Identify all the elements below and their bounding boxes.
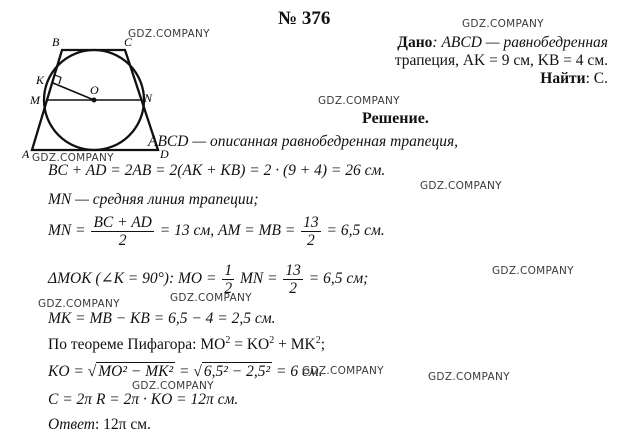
fraction-denominator: 2 (224, 280, 233, 297)
given-block (395, 34, 608, 88)
solution-line-7 (48, 335, 325, 354)
answer-line (48, 416, 151, 434)
watermark: GDZ.COMPANY (170, 292, 252, 304)
solution-line-3: MN — средняя линия трапеции; (48, 191, 259, 208)
watermark: GDZ.COMPANY (128, 28, 210, 40)
watermark: GDZ.COMPANY (318, 95, 400, 107)
exponent: 2 (269, 335, 275, 346)
solution-line-9: C = 2π R = 2π · KO = 12π см. (48, 391, 239, 408)
watermark: GDZ.COMPANY (420, 180, 502, 192)
fraction-denominator: 2 (307, 232, 315, 249)
label-m: M (30, 93, 40, 107)
answer-text: : 12π см. (94, 416, 151, 433)
find-text: : C. (585, 70, 608, 87)
watermark: GDZ.COMPANY (462, 18, 544, 30)
fraction-denominator: 2 (289, 280, 298, 297)
given-label: Дано (397, 34, 433, 51)
label-n: N (144, 91, 153, 105)
ko-end: = 6 см. (272, 363, 323, 380)
triangle-mid: MN = (239, 270, 278, 288)
pythagoras-c: + MK (274, 336, 316, 354)
label-b: B (52, 35, 60, 49)
fraction-thirteen-half (283, 262, 303, 297)
watermark: GDZ.COMPANY (32, 152, 114, 164)
exponent: 2 (315, 335, 321, 346)
mn-formula-end: = 6,5 см. (326, 222, 385, 240)
mn-formula-lhs: MN = (48, 222, 86, 240)
solution-line-4 (48, 214, 385, 249)
label-o: O (90, 83, 99, 97)
solution-line-2: BC + AD = 2AB = 2(AK + KB) = 2 · (9 + 4) = 26 см. (48, 162, 386, 179)
find-label: Найти (540, 70, 586, 87)
fraction-numerator: 13 (285, 262, 301, 279)
given-line-1 (395, 34, 608, 52)
pythagoras-a: По теореме Пифагора: MO (48, 336, 226, 354)
label-a: A (22, 147, 30, 160)
pythagoras-d: ; (320, 336, 326, 354)
mn-formula-mid: = 13 см, AM = MB = (159, 222, 296, 240)
solution-line-8: KO = √ MO² − MK² = √ 6,5² − 2,5² = 6 см. (48, 363, 323, 380)
sqrt-expression-2: 6,5² − 2,5² (203, 363, 271, 380)
fraction-denominator: 2 (118, 232, 127, 249)
given-text: : ABCD — равнобедренная (432, 34, 608, 51)
radius-ok (53, 83, 94, 100)
solution-heading: Решение. (362, 110, 429, 127)
fraction-numerator: 13 (303, 214, 319, 231)
fraction-half-thirteen (301, 214, 321, 249)
watermark: GDZ.COMPANY (132, 380, 214, 392)
watermark: GDZ.COMPANY (302, 365, 384, 377)
given-line-2: трапеция, AK = 9 см, KB = 4 см. (394, 52, 608, 69)
solution-line-1: ABCD — описанная равнобедренная трапеция, (148, 133, 459, 150)
solution-line-6: MK = MB − KB = 6,5 − 4 = 2,5 см. (48, 310, 276, 327)
pythagoras-b: = KO (230, 336, 270, 354)
ko-lhs: KO = (48, 363, 88, 380)
fraction-sum-bases (91, 214, 153, 249)
triangle-end: = 6,5 см; (308, 270, 369, 288)
label-d: D (160, 147, 169, 160)
watermark: GDZ.COMPANY (428, 371, 510, 383)
watermark: GDZ.COMPANY (38, 298, 120, 310)
find-line (395, 70, 608, 88)
center-point (92, 98, 97, 103)
fraction-numerator: BC + AD (93, 214, 152, 231)
fraction-numerator: 1 (224, 262, 233, 279)
problem-number: № 376 (278, 8, 331, 29)
answer-label: Ответ (48, 416, 95, 433)
sqrt-expression-1: MO² − MK² (98, 363, 174, 380)
ko-mid: = (175, 363, 194, 380)
triangle-text: ΔMOK (∠K = 90°): MO = (48, 270, 217, 288)
label-k: K (36, 73, 45, 87)
watermark: GDZ.COMPANY (492, 265, 574, 277)
right-angle-mark (55, 75, 61, 84)
label-c: C (124, 35, 133, 49)
exponent: 2 (225, 335, 231, 346)
